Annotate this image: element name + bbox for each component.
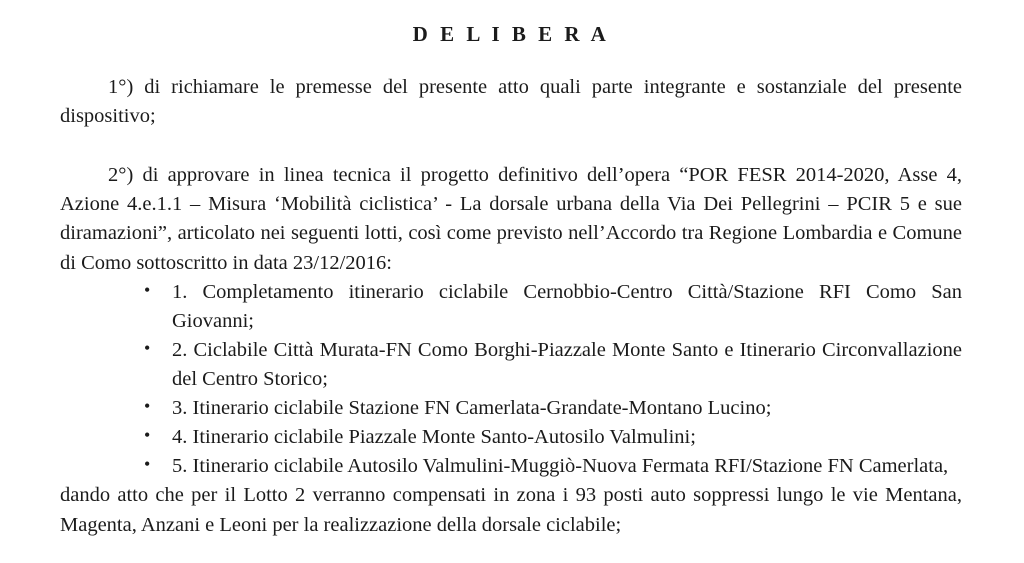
list-item-text: 1. Completamento itinerario ciclabile Cernobbio-Centro Città/Stazione RFI Como San Giovanni;: [172, 280, 962, 332]
list-item-text: 2. Ciclabile Città Murata-FN Como Borghi-Piazzale Monte Santo e Itinerario Circonvallazione del Centro Storico;: [172, 338, 962, 390]
page-title: D E L I B E R A: [412, 22, 610, 46]
list-item-text: 3. Itinerario ciclabile Stazione FN Camerlata-Grandate-Montano Lucino;: [172, 397, 772, 420]
list-item: [60, 278, 962, 336]
closing-paragraph: dando atto che per il Lotto 2 verranno compensati in zona i 93 posti auto soppressi lungo le vie Mentana, Magenta, Anzani e Leoni per la realizzazione della dorsale ciclabile;: [60, 484, 962, 536]
paragraph-1: [60, 73, 962, 131]
list-item-text: 5. Itinerario ciclabile Autosilo Valmulini-Muggiò-Nuova Fermata RFI/Stazione FN Camerlata,: [172, 455, 949, 478]
paragraph-2: [60, 161, 962, 277]
list-item: [60, 394, 962, 423]
list-item: [60, 423, 962, 452]
paragraph-2-text: 2°) di approvare in linea tecnica il progetto definitivo dell’opera “POR FESR 2014-2020, Asse 4, Azione 4.e.1.1 – Misura ‘Mobilità ciclistica’ - La dorsale urbana della Via Dei Pellegrini – PCIR 5 e sue diramazioni”, articolato nei seguenti lotti, così come previsto nell’Accordo tra Regione Lombardia e Comune di Como sottoscritto in data 23/12/2016:: [60, 164, 962, 274]
list-item-text: 4. Itinerario ciclabile Piazzale Monte Santo-Autosilo Valmulini;: [172, 426, 696, 449]
list-item: [60, 452, 962, 481]
paragraph-1-text: 1°) di richiamare le premesse del presente atto quali parte integrante e sostanziale del presente dispositivo;: [60, 76, 962, 128]
document-page: [0, 14, 1024, 563]
list-item: [60, 336, 962, 394]
lots-list: [60, 278, 962, 482]
